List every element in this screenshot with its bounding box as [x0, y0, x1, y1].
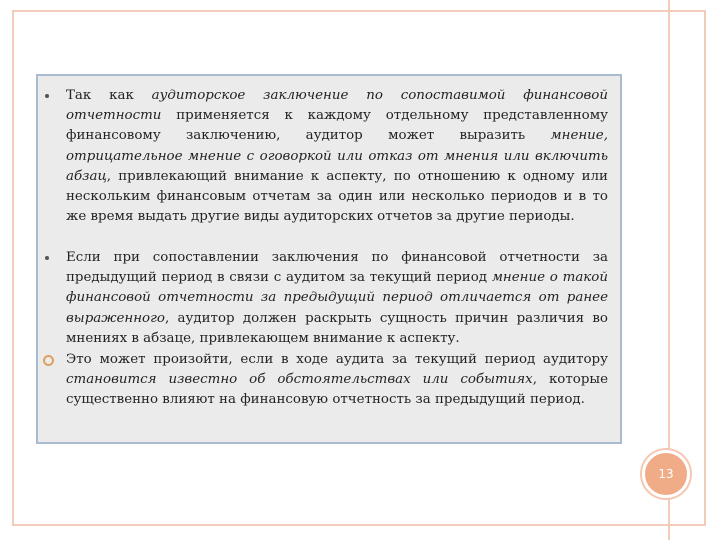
bullet-2-seg-1: Если при сопоставлении заключения по финансовой отчетности за предыдущий период в связи с аудитом за текущий период	[66, 250, 608, 286]
page-number-badge: 13	[642, 450, 690, 498]
bullet-3-seg-1: Это может произойти, если в ходе аудита за текущий период аудитору	[66, 352, 608, 367]
bullet-3-seg-3: , которые существенно влияют на финансовую отчетность за предыдущий период.	[66, 372, 608, 408]
bullet-1-seg-4: мнение, отрицательное мнение с оговоркой или отказ от мнения или включить абзац	[66, 128, 608, 184]
bullet-dot-icon	[45, 256, 49, 260]
bullet-1-seg-3: применяется к каждому отдельному представленному финансовому заключению, аудитор может выразить	[66, 108, 608, 144]
bullet-1-seg-1: Так как	[66, 88, 152, 103]
bullet-1-seg-2: аудиторское заключение по сопоставимой финансовой отчетности	[66, 88, 608, 124]
bullet-item-2	[66, 248, 608, 349]
bullet-item-1	[66, 86, 608, 227]
bullet-2-seg-2: мнение о такой финансовой отчетности за предыдущий период отличается от ранее выраженного	[66, 270, 608, 326]
bullet-item-3	[66, 350, 608, 411]
bullet-dot-icon	[45, 94, 49, 98]
bullet-2-seg-3: , аудитор должен раскрыть сущность причин различия во мнениях в абзаце, привлекающем внимание к аспекту.	[66, 310, 608, 346]
bullet-circle-icon	[43, 355, 54, 366]
content-box	[36, 74, 622, 444]
bullet-3-seg-2: становится известно об обстоятельствах или событиях	[66, 372, 533, 388]
bullet-1-seg-5: , привлекающий внимание к аспекту, по отношению к одному или нескольким финансовым отчетам за один или несколько периодов и в то же время выдать другие виды аудиторских отчетов за другие периоды.	[66, 168, 608, 225]
